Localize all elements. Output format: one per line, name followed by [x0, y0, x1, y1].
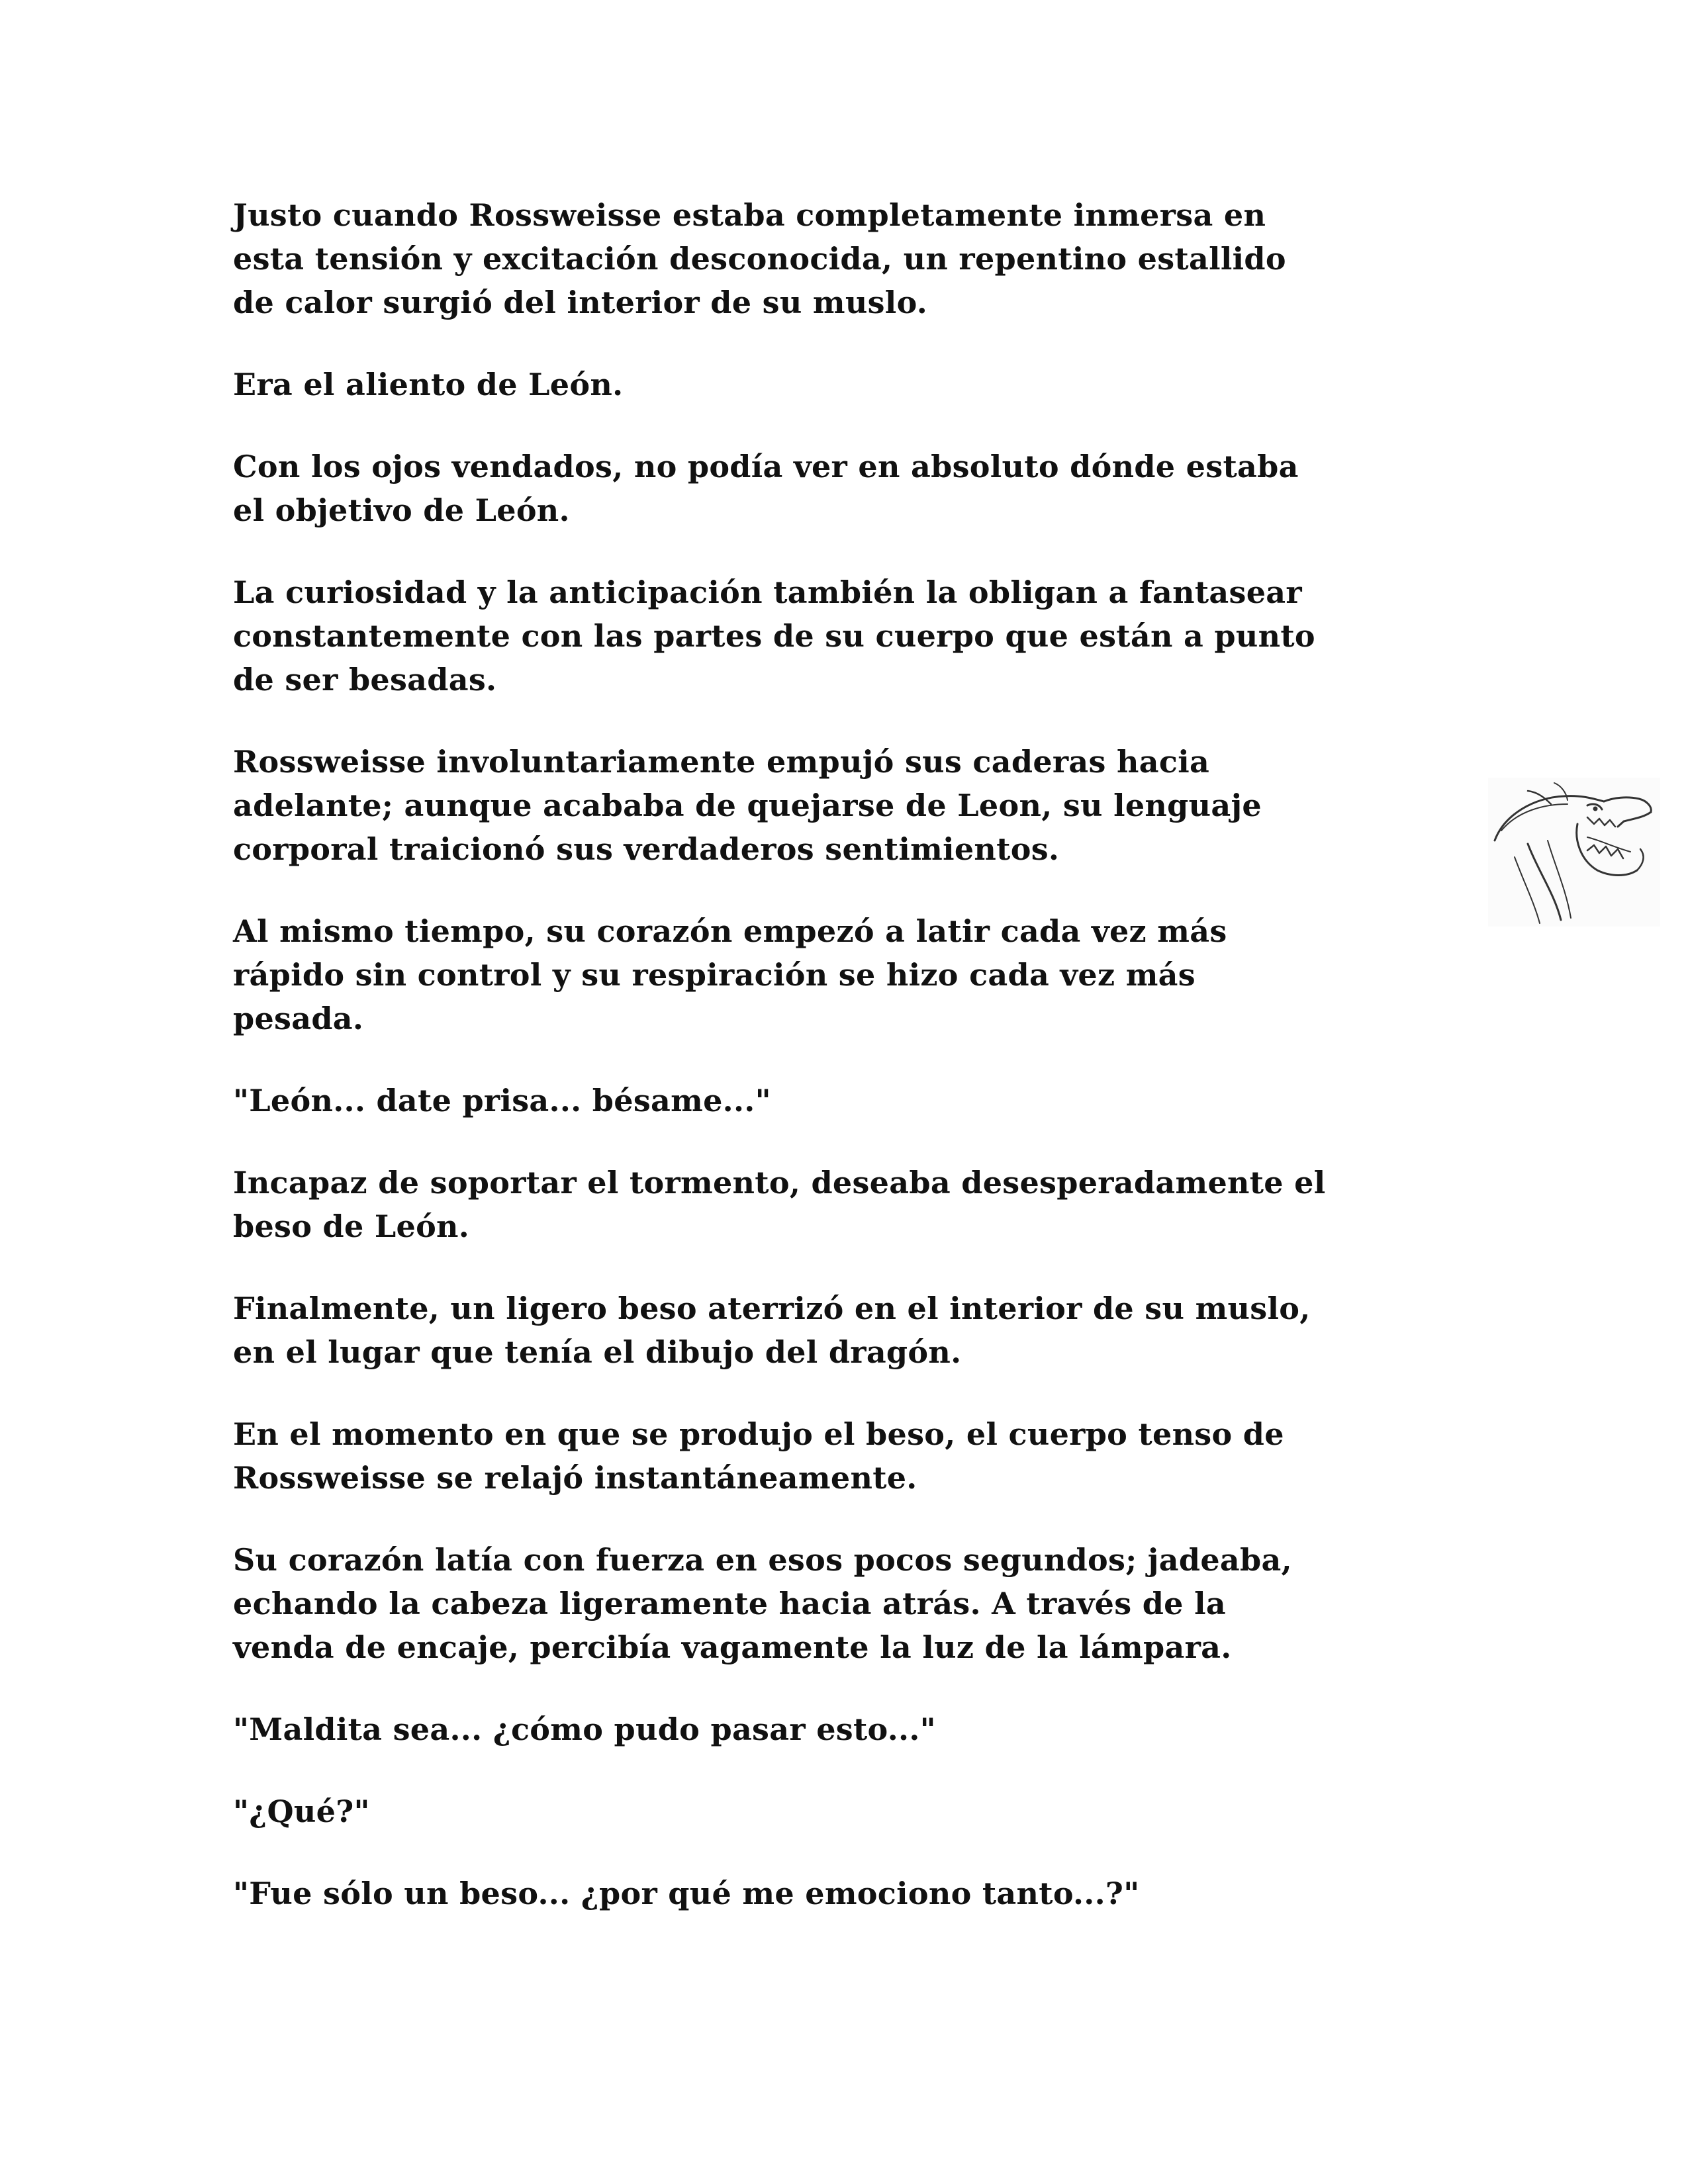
dragon-head-sketch-icon [1488, 778, 1660, 927]
paragraph-11: Su corazón latía con fuerza en esos pocos segundos; jadeaba, echando la cabeza ligeramente hacia atrás. A través de la venda de encaje, percibía vagamente la luz de la lámpara. [233, 1542, 1292, 1665]
paragraph-14: "Fue sólo un beso... ¿por qué me emociono tanto...?" [233, 1876, 1140, 1911]
paragraph-7: "León... date prisa... bésame..." [233, 1083, 771, 1118]
paragraph-10: En el momento en que se produjo el beso, el cuerpo tenso de Rossweisse se relajó instantáneamente. [233, 1416, 1284, 1496]
story-text [233, 193, 1464, 1954]
paragraph-8: Incapaz de soportar el tormento, deseaba desesperadamente el beso de León. [233, 1165, 1326, 1244]
paragraph-6: Al mismo tiempo, su corazón empezó a latir cada vez más rápido sin control y su respiración se hizo cada vez más pesada. [233, 913, 1227, 1036]
paragraph-4: La curiosidad y la anticipación también la obligan a fantasear constantemente con las partes de su cuerpo que están a punto de ser besadas. [233, 574, 1315, 698]
paragraph-13: "¿Qué?" [233, 1794, 370, 1829]
paragraph-2: Era el aliento de León. [233, 367, 624, 402]
paragraph-1: Justo cuando Rossweisse estaba completamente inmersa en esta tensión y excitación desconocida, un repentino estallido de calor surgió del interior de su muslo. [233, 197, 1286, 320]
paragraph-12: "Maldita sea... ¿cómo pudo pasar esto..." [233, 1711, 936, 1747]
paragraph-9: Finalmente, un ligero beso aterrizó en el interior de su muslo, en el lugar que tenía el dibujo del dragón. [233, 1291, 1311, 1370]
paragraph-5: Rossweisse involuntariamente empujó sus caderas hacia adelante; aunque acababa de quejarse de Leon, su lenguaje corporal traicionó sus verdaderos sentimientos. [233, 744, 1262, 867]
paragraph-3: Con los ojos vendados, no podía ver en absoluto dónde estaba el objetivo de León. [233, 449, 1299, 528]
